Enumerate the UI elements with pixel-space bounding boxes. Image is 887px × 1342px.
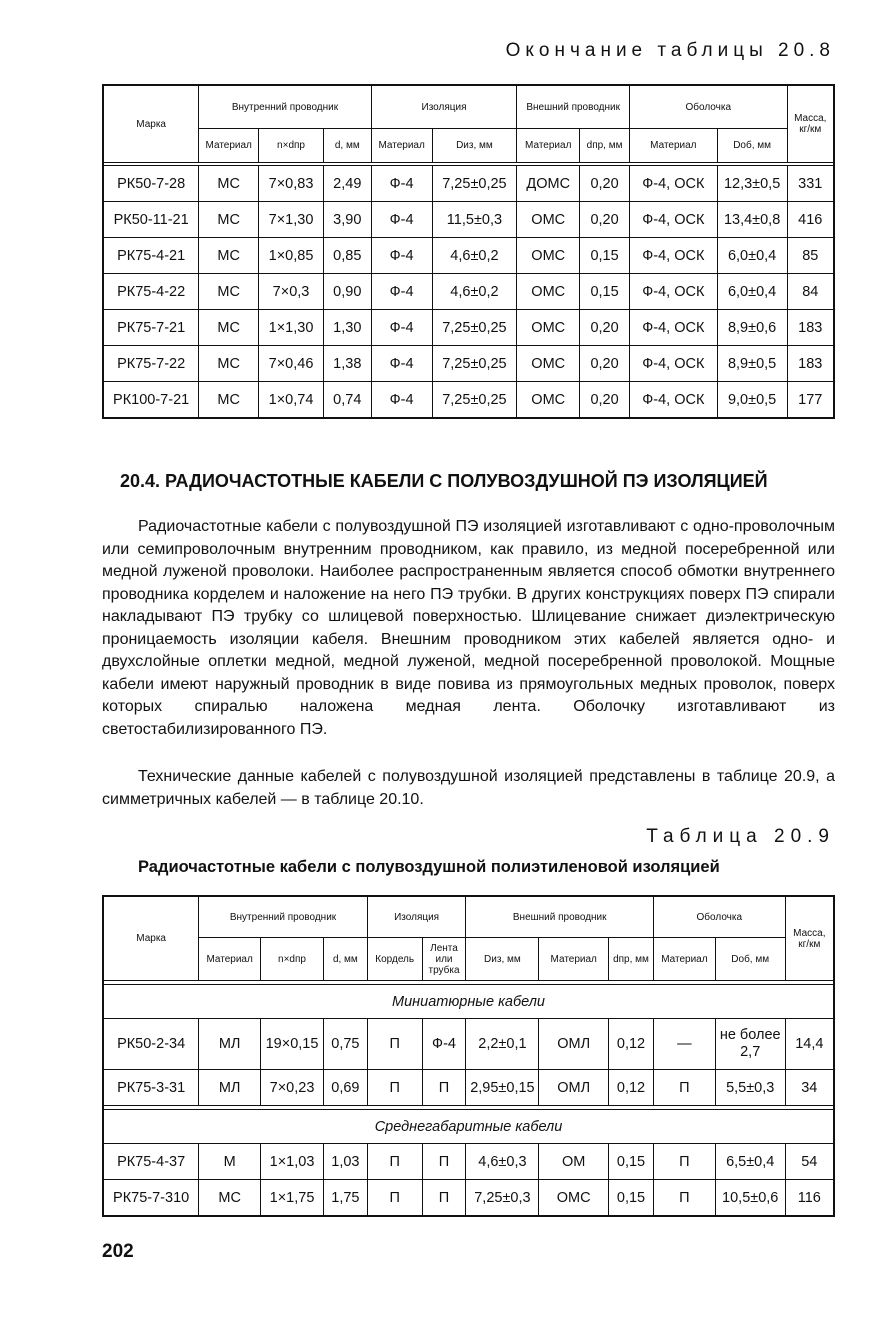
- table-cell: 0,20: [580, 166, 630, 202]
- header-d: d, мм: [323, 938, 367, 981]
- table-caption: Радиочастотные кабели с полувоздушной полиэтиленовой изоляцией: [138, 858, 720, 876]
- header-d-pr: dпр, мм: [580, 129, 630, 163]
- table-cell: 1,75: [323, 1180, 367, 1217]
- table-cell: 116: [785, 1180, 834, 1217]
- table-cell: 183: [787, 346, 834, 382]
- table-cell: 13,4±0,8: [717, 202, 787, 238]
- table-row: [103, 310, 834, 346]
- table-cell: МС: [199, 1180, 261, 1217]
- table-cell: 3,90: [323, 202, 371, 238]
- table-cell: М: [199, 1144, 261, 1180]
- table-cell: 6,0±0,4: [717, 274, 787, 310]
- table-cell: 331: [787, 166, 834, 202]
- table-cell: 0,12: [609, 1019, 654, 1070]
- header-sheath: Оболочка: [653, 896, 785, 938]
- table-cell: Ф-4: [371, 274, 432, 310]
- header-material: Материал: [517, 129, 580, 163]
- table-row: [103, 1144, 834, 1180]
- table-cell: 7×0,46: [259, 346, 324, 382]
- header-insulation: Изоляция: [367, 896, 466, 938]
- table-cell: Ф-4: [422, 1019, 466, 1070]
- table-cell: 4,6±0,2: [432, 238, 517, 274]
- table-row: [103, 238, 834, 274]
- table-cell: РК100-7-21: [103, 382, 199, 419]
- page-number: 202: [102, 1241, 134, 1262]
- header-material: Материал: [653, 938, 715, 981]
- header-mass: Масса, кг/км: [785, 896, 834, 981]
- table-20-9: [102, 895, 835, 1217]
- section-heading: 20.4. РАДИОЧАСТОТНЫЕ КАБЕЛИ С ПОЛУВОЗДУШНОЙ ПЭ ИЗОЛЯЦИЕЙ: [120, 471, 768, 491]
- table-cell: ОМЛ: [539, 1019, 609, 1070]
- table-cell: П: [367, 1019, 422, 1070]
- header-material: Материал: [199, 129, 259, 163]
- table-cell: ОМЛ: [539, 1070, 609, 1106]
- table-cell: 5,5±0,3: [715, 1070, 785, 1106]
- table-cell: РК75-4-22: [103, 274, 199, 310]
- table-row: [103, 346, 834, 382]
- table-cell: 1×1,03: [261, 1144, 324, 1180]
- table-cell: 85: [787, 238, 834, 274]
- table-cell: 0,69: [323, 1070, 367, 1106]
- table-cell: 34: [785, 1070, 834, 1106]
- table-cell: П: [422, 1180, 466, 1217]
- table-cell: 2,2±0,1: [466, 1019, 539, 1070]
- table-cell: Ф-4, ОСК: [630, 166, 718, 202]
- header-d-ob: Dоб, мм: [715, 938, 785, 981]
- table-cell: 0,90: [323, 274, 371, 310]
- table-cell: ОМС: [517, 346, 580, 382]
- header-material: Материал: [630, 129, 718, 163]
- table-cell: 0,85: [323, 238, 371, 274]
- table-cell: 19×0,15: [261, 1019, 324, 1070]
- header-material: Материал: [539, 938, 609, 981]
- table-cell: МС: [199, 166, 259, 202]
- table-cell: РК50-7-28: [103, 166, 199, 202]
- header-inner-conductor: Внутренний проводник: [199, 85, 371, 129]
- table-cell: 0,15: [580, 238, 630, 274]
- table-row: [103, 382, 834, 419]
- table-20-8-body: [103, 166, 834, 419]
- table-cell: 7×1,30: [259, 202, 324, 238]
- table-cell: П: [367, 1180, 422, 1217]
- table-row: [103, 202, 834, 238]
- table-row: [103, 1180, 834, 1217]
- table-cell: РК75-4-37: [103, 1144, 199, 1180]
- table-cell: Ф-4, ОСК: [630, 382, 718, 419]
- table-cell: 1,38: [323, 346, 371, 382]
- table-cell: 6,5±0,4: [715, 1144, 785, 1180]
- header-d-iz: Dиз, мм: [466, 938, 539, 981]
- table-cell: П: [422, 1070, 466, 1106]
- table-cell: Ф-4: [371, 238, 432, 274]
- table-cell: 0,20: [580, 382, 630, 419]
- header-inner-conductor: Внутренний проводник: [199, 896, 368, 938]
- table-cell: ОМС: [517, 238, 580, 274]
- table-row: [103, 1019, 834, 1070]
- table-cell: 12,3±0,5: [717, 166, 787, 202]
- table-cell: 2,95±0,15: [466, 1070, 539, 1106]
- table-cell: 7,25±0,3: [466, 1180, 539, 1217]
- table-cell: 0,20: [580, 310, 630, 346]
- table-cell: П: [653, 1144, 715, 1180]
- table-cell: 416: [787, 202, 834, 238]
- table-cell: 0,75: [323, 1019, 367, 1070]
- table-cell: 0,20: [580, 202, 630, 238]
- header-d-pr: dпр, мм: [609, 938, 654, 981]
- continuation-title: Окончание таблицы 20.8: [505, 40, 835, 61]
- table-cell: 1×0,85: [259, 238, 324, 274]
- paragraph-reference: Технические данные кабелей с полувоздушной изоляцией представлены в таблице 20.9, а симметричных кабелей — в таблице 20.10.: [102, 768, 835, 808]
- table-row: [103, 166, 834, 202]
- header-d-ob: Dоб, мм: [717, 129, 787, 163]
- table-cell: 4,6±0,3: [466, 1144, 539, 1180]
- table-row: [103, 1070, 834, 1106]
- table-cell: Ф-4: [371, 382, 432, 419]
- table-cell: П: [653, 1180, 715, 1217]
- table-cell: РК75-7-22: [103, 346, 199, 382]
- table-cell: ОМ: [539, 1144, 609, 1180]
- table-cell: МС: [199, 346, 259, 382]
- table-cell: РК75-7-310: [103, 1180, 199, 1217]
- table-cell: 7,25±0,25: [432, 382, 517, 419]
- table-cell: П: [367, 1144, 422, 1180]
- table-cell: ОМС: [517, 382, 580, 419]
- table-cell: 1,30: [323, 310, 371, 346]
- table-cell: не более 2,7: [715, 1019, 785, 1070]
- header-d-iz: Dиз, мм: [432, 129, 517, 163]
- table-cell: 177: [787, 382, 834, 419]
- table-row: [103, 274, 834, 310]
- table-20-9-group1: [103, 1019, 834, 1106]
- table-cell: МС: [199, 202, 259, 238]
- table-20-8-continuation: [102, 84, 835, 419]
- header-insulation: Изоляция: [371, 85, 517, 129]
- table-cell: МЛ: [199, 1070, 261, 1106]
- table-cell: Ф-4, ОСК: [630, 202, 718, 238]
- header-nxd: n×dпр: [259, 129, 324, 163]
- table-cell: Ф-4: [371, 310, 432, 346]
- table-cell: 1×1,75: [261, 1180, 324, 1217]
- header-material: Материал: [371, 129, 432, 163]
- table-cell: П: [367, 1070, 422, 1106]
- header-outer-conductor: Внешний проводник: [466, 896, 654, 938]
- table-cell: РК50-11-21: [103, 202, 199, 238]
- table-cell: 7×0,3: [259, 274, 324, 310]
- table-cell: РК75-7-21: [103, 310, 199, 346]
- table-cell: 8,9±0,6: [717, 310, 787, 346]
- table-cell: 7,25±0,25: [432, 346, 517, 382]
- table-cell: МС: [199, 382, 259, 419]
- table-cell: 1,03: [323, 1144, 367, 1180]
- table-cell: РК50-2-34: [103, 1019, 199, 1070]
- header-tape: Лента или трубка: [422, 938, 466, 981]
- paragraph-description: Радиочастотные кабели с полувоздушной ПЭ изоляцией изготавливают с одно-проволочным или семипроволочным внутренним проводником, как правило, из медной посеребренной или медной луженой проволоки. Наиболее распространенным является способ обмотки внутреннего проводника корделем и наложение на него ПЭ трубки. В других конструкциях поверх ПЭ спирали накладывают ПЭ трубку со шлицевой поверхностью. Шлицевание снижает диэлектрическую проницаемость изоляции кабеля. Внешним проводником этих кабелей является одно- и двухслойные оплетки медной, медной луженой, медной посеребренной проволокой. Мощные кабели имеют наружный проводник в виде повива из прямоугольных медных проволок, поверх которых спиралью наложена медная лента. Оболочку изготавливают из светостабилизированного ПЭ.: [102, 518, 835, 738]
- table-cell: —: [653, 1019, 715, 1070]
- group-medium: Среднегабаритные кабели: [103, 1110, 834, 1144]
- header-outer-conductor: Внешний проводник: [517, 85, 630, 129]
- table-cell: 0,15: [580, 274, 630, 310]
- table-20-9-group2: [103, 1144, 834, 1217]
- table-cell: 10,5±0,6: [715, 1180, 785, 1217]
- table-cell: РК75-4-21: [103, 238, 199, 274]
- table-cell: 0,12: [609, 1070, 654, 1106]
- table-cell: 7×0,83: [259, 166, 324, 202]
- table-cell: МС: [199, 310, 259, 346]
- header-sheath: Оболочка: [630, 85, 788, 129]
- table-cell: МС: [199, 274, 259, 310]
- table-cell: Ф-4, ОСК: [630, 310, 718, 346]
- table-cell: ОМС: [517, 202, 580, 238]
- table-cell: Ф-4: [371, 202, 432, 238]
- table-cell: ОМС: [517, 274, 580, 310]
- table-cell: 4,6±0,2: [432, 274, 517, 310]
- table-cell: ОМС: [517, 310, 580, 346]
- table-cell: 0,15: [609, 1144, 654, 1180]
- table-cell: П: [653, 1070, 715, 1106]
- table-cell: 54: [785, 1144, 834, 1180]
- table-cell: МЛ: [199, 1019, 261, 1070]
- table-cell: 1×1,30: [259, 310, 324, 346]
- table-label: Таблица 20.9: [646, 826, 835, 847]
- table-cell: Ф-4: [371, 166, 432, 202]
- table-cell: 14,4: [785, 1019, 834, 1070]
- table-cell: ОМС: [539, 1180, 609, 1217]
- table-cell: 7,25±0,25: [432, 166, 517, 202]
- table-cell: П: [422, 1144, 466, 1180]
- table-cell: 0,20: [580, 346, 630, 382]
- table-cell: 6,0±0,4: [717, 238, 787, 274]
- header-d: d, мм: [323, 129, 371, 163]
- header-nxd: n×dпр: [261, 938, 324, 981]
- table-cell: Ф-4, ОСК: [630, 274, 718, 310]
- table-cell: 0,15: [609, 1180, 654, 1217]
- table-cell: 9,0±0,5: [717, 382, 787, 419]
- header-cordel: Кордель: [367, 938, 422, 981]
- group-miniature: Миниатюрные кабели: [103, 985, 834, 1019]
- table-cell: МС: [199, 238, 259, 274]
- table-cell: 0,74: [323, 382, 371, 419]
- header-brand: Марка: [103, 85, 199, 163]
- header-material: Материал: [199, 938, 261, 981]
- header-mass: Масса, кг/км: [787, 85, 834, 163]
- table-cell: 7×0,23: [261, 1070, 324, 1106]
- table-cell: ДОМС: [517, 166, 580, 202]
- table-cell: 183: [787, 310, 834, 346]
- table-cell: 2,49: [323, 166, 371, 202]
- table-cell: 1×0,74: [259, 382, 324, 419]
- header-brand: Марка: [103, 896, 199, 981]
- table-cell: 84: [787, 274, 834, 310]
- table-cell: Ф-4, ОСК: [630, 346, 718, 382]
- table-cell: 8,9±0,5: [717, 346, 787, 382]
- table-cell: РК75-3-31: [103, 1070, 199, 1106]
- table-cell: Ф-4, ОСК: [630, 238, 718, 274]
- table-cell: 11,5±0,3: [432, 202, 517, 238]
- table-cell: Ф-4: [371, 346, 432, 382]
- table-cell: 7,25±0,25: [432, 310, 517, 346]
